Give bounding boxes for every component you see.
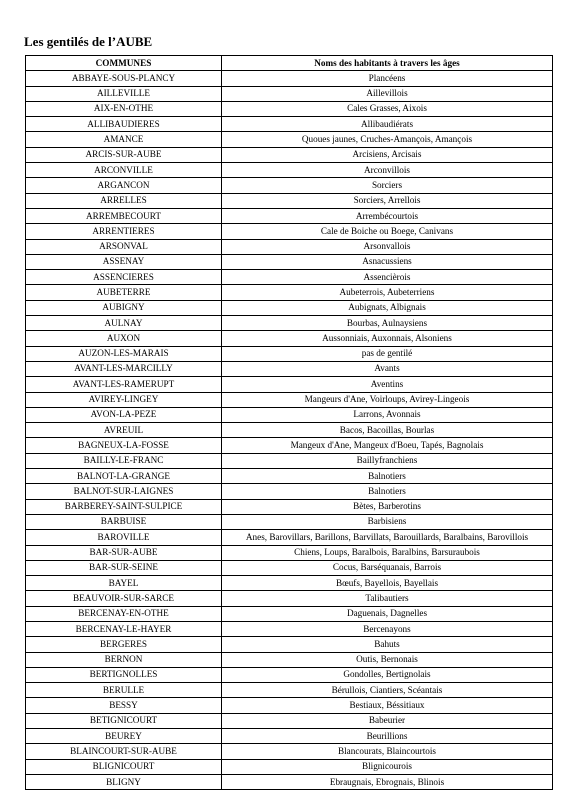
habitants-cell: Arsonvallois (222, 239, 553, 254)
commune-cell: ARCONVILLE (26, 163, 222, 178)
commune-cell: BAR-SUR-SEINE (26, 560, 222, 575)
table-row (26, 163, 553, 178)
habitants-cell: Balnotiers (222, 484, 553, 499)
table-row (26, 637, 553, 652)
habitants-cell: Baillyfranchiens (222, 453, 553, 468)
table-row (26, 101, 553, 116)
commune-cell: AUBIGNY (26, 300, 222, 315)
commune-cell: ARGANCON (26, 178, 222, 193)
commune-cell: BLIGNY (26, 774, 222, 789)
habitants-cell: Bestiaux, Béssitiaux (222, 698, 553, 713)
commune-cell: BALNOT-LA-GRANGE (26, 469, 222, 484)
table-row (26, 499, 553, 514)
commune-cell: ASSENAY (26, 254, 222, 269)
table-row (26, 438, 553, 453)
commune-cell: AUXON (26, 331, 222, 346)
table-row (26, 147, 553, 162)
commune-cell: AVREUIL (26, 423, 222, 438)
table-row (26, 392, 553, 407)
table-row (26, 729, 553, 744)
habitants-cell: Bercenayons (222, 621, 553, 636)
commune-cell: AUZON-LES-MARAIS (26, 346, 222, 361)
commune-cell: ALLIBAUDIERES (26, 117, 222, 132)
commune-cell: AVON-LA-PEZE (26, 407, 222, 422)
table-row (26, 683, 553, 698)
commune-cell: BAYEL (26, 576, 222, 591)
commune-cell: BAR-SUR-AUBE (26, 545, 222, 560)
commune-cell: ARREMBECOURT (26, 208, 222, 223)
habitants-cell: Babeurier (222, 713, 553, 728)
table-row (26, 117, 553, 132)
habitants-cell: Sorciers (222, 178, 553, 193)
table-row (26, 469, 553, 484)
table-row (26, 193, 553, 208)
table-row (26, 254, 553, 269)
commune-cell: BARBEREY-SAINT-SULPICE (26, 499, 222, 514)
habitants-cell: Quoues jaunes, Cruches-Amançois, Amançois (222, 132, 553, 147)
commune-cell: ARRENTIERES (26, 224, 222, 239)
table-row (26, 423, 553, 438)
commune-cell: AIX-EN-OTHE (26, 101, 222, 116)
habitants-cell: Bahuts (222, 637, 553, 652)
habitants-cell: Aillevillois (222, 86, 553, 101)
commune-cell: BAROVILLE (26, 530, 222, 545)
habitants-cell: Arrembécourtois (222, 208, 553, 223)
table-row (26, 407, 553, 422)
table-row (26, 453, 553, 468)
table-row (26, 331, 553, 346)
habitants-cell: Outis, Bernonais (222, 652, 553, 667)
table-row (26, 774, 553, 789)
table-row (26, 667, 553, 682)
commune-cell: BAGNEUX-LA-FOSSE (26, 438, 222, 453)
table-row (26, 71, 553, 86)
habitants-cell: Bètes, Barberotins (222, 499, 553, 514)
habitants-cell: Arcisiens, Arcisais (222, 147, 553, 162)
habitants-cell: Allibaudiérats (222, 117, 553, 132)
habitants-cell: Assencièrois (222, 270, 553, 285)
commune-cell: AUBETERRE (26, 285, 222, 300)
habitants-cell: Chiens, Loups, Baralbois, Baralbins, Barsuraubois (222, 545, 553, 560)
table-row (26, 744, 553, 759)
table-row (26, 484, 553, 499)
table-row (26, 239, 553, 254)
table-row (26, 621, 553, 636)
habitants-cell: Gondolles, Bertignolais (222, 667, 553, 682)
table-row (26, 285, 553, 300)
table-row (26, 178, 553, 193)
habitants-cell: Bœufs, Bayellois, Bayellais (222, 576, 553, 591)
habitants-cell: Plancéens (222, 71, 553, 86)
habitants-cell: Aubeterrois, Aubeterriens (222, 285, 553, 300)
habitants-cell: Anes, Barovillars, Barillons, Barvillats, Barouillards, Baralbains, Barovillois (222, 530, 553, 545)
table-row (26, 270, 553, 285)
commune-cell: BERULLE (26, 683, 222, 698)
commune-cell: AVANT-LES-MARCILLY (26, 361, 222, 376)
commune-cell: BEAUVOIR-SUR-SARCE (26, 591, 222, 606)
commune-cell: BEUREY (26, 729, 222, 744)
habitants-cell: pas de gentilé (222, 346, 553, 361)
table-row (26, 514, 553, 529)
habitants-cell: Talibautiers (222, 591, 553, 606)
table-row (26, 698, 553, 713)
page-title: Les gentilés de l’AUBE (24, 34, 153, 49)
table-row (26, 530, 553, 545)
table-row (26, 86, 553, 101)
habitants-cell: Arconvillois (222, 163, 553, 178)
column-header-habitants: Noms des habitants à travers les âges (222, 56, 553, 71)
commune-cell: ABBAYE-SOUS-PLANCY (26, 71, 222, 86)
habitants-cell: Bérullois, Ciantiers, Scéantais (222, 683, 553, 698)
habitants-cell: Larrons, Avonnais (222, 407, 553, 422)
commune-cell: AILLEVILLE (26, 86, 222, 101)
commune-cell: BETIGNICOURT (26, 713, 222, 728)
commune-cell: AVIREY-LINGEY (26, 392, 222, 407)
table-row (26, 606, 553, 621)
table-row (26, 652, 553, 667)
habitants-cell: Beurillions (222, 729, 553, 744)
habitants-cell: Daguenais, Dagnelles (222, 606, 553, 621)
commune-cell: BALNOT-SUR-LAIGNES (26, 484, 222, 499)
table-row (26, 713, 553, 728)
table-row (26, 300, 553, 315)
commune-cell: AVANT-LES-RAMERUPT (26, 377, 222, 392)
commune-cell: BARBUISE (26, 514, 222, 529)
table-body (26, 71, 553, 790)
table-row (26, 545, 553, 560)
commune-cell: BLIGNICOURT (26, 759, 222, 774)
habitants-cell: Bourbas, Aulnaysiens (222, 316, 553, 331)
habitants-cell: Mangeux d'Ane, Mangeux d'Boeu, Tapés, Bagnolais (222, 438, 553, 453)
commune-cell: BLAINCOURT-SUR-AUBE (26, 744, 222, 759)
commune-cell: BAILLY-LE-FRANC (26, 453, 222, 468)
habitants-cell: Blignicourois (222, 759, 553, 774)
commune-cell: ASSENCIERES (26, 270, 222, 285)
table-row (26, 208, 553, 223)
commune-cell: BERGERES (26, 637, 222, 652)
table-row (26, 591, 553, 606)
habitants-cell: Cale de Boiche ou Boege, Canivans (222, 224, 553, 239)
habitants-cell: Avants (222, 361, 553, 376)
habitants-cell: Sorciers, Arrellois (222, 193, 553, 208)
table-header-row (26, 56, 553, 71)
gentiles-table (25, 55, 553, 790)
habitants-cell: Barbisiens (222, 514, 553, 529)
commune-cell: BESSY (26, 698, 222, 713)
table-row (26, 576, 553, 591)
habitants-cell: Balnotiers (222, 469, 553, 484)
habitants-cell: Aubignats, Albignais (222, 300, 553, 315)
commune-cell: BERNON (26, 652, 222, 667)
commune-cell: AMANCE (26, 132, 222, 147)
habitants-cell: Bacos, Bacoillas, Bourlas (222, 423, 553, 438)
table-row (26, 560, 553, 575)
habitants-cell: Blancourats, Blaincourtois (222, 744, 553, 759)
commune-cell: BERCENAY-EN-OTHE (26, 606, 222, 621)
habitants-cell: Cales Grasses, Aixois (222, 101, 553, 116)
commune-cell: BERTIGNOLLES (26, 667, 222, 682)
column-header-communes: COMMUNES (26, 56, 222, 71)
table-row (26, 316, 553, 331)
table-row (26, 361, 553, 376)
commune-cell: ARRELLES (26, 193, 222, 208)
habitants-cell: Aussonniais, Auxonnais, Alsoniens (222, 331, 553, 346)
table-row (26, 132, 553, 147)
habitants-cell: Ebraugnais, Ebrognais, Blinois (222, 774, 553, 789)
table-row (26, 377, 553, 392)
habitants-cell: Aventins (222, 377, 553, 392)
habitants-cell: Mangeurs d'Ane, Voirloups, Avirey-Lingeois (222, 392, 553, 407)
table-row (26, 224, 553, 239)
table-row (26, 346, 553, 361)
habitants-cell: Cocus, Barséquanais, Barrois (222, 560, 553, 575)
table-row (26, 759, 553, 774)
habitants-cell: Asnacussiens (222, 254, 553, 269)
commune-cell: ARSONVAL (26, 239, 222, 254)
commune-cell: AULNAY (26, 316, 222, 331)
commune-cell: BERCENAY-LE-HAYER (26, 621, 222, 636)
commune-cell: ARCIS-SUR-AUBE (26, 147, 222, 162)
